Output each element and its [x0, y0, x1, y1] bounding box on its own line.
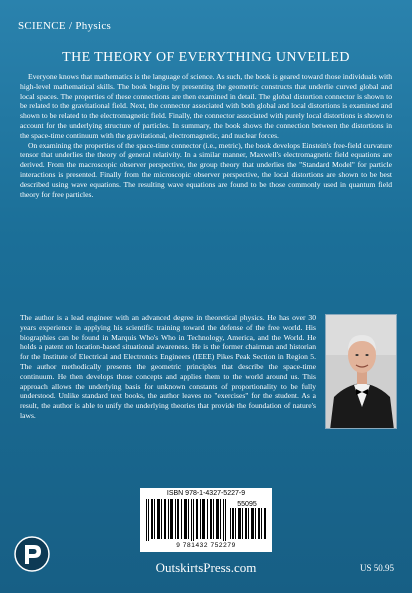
description-paragraph: On examining the properties of the space-time connector (i.e., metric), the book develops Einstein's free-field curvature tensor that underlies the theory of general relativity. In a similar manner, Maxwell's electromagnetic field equations are derived. From the macroscopic observer perspective, the group theory that underlies the "Standard Model" for particle interactions is presented. Finally from the microscopic observer perspective, the local distortions are shown to be best described using wave equations. The resulting wave equations are found to be those commonly used in quantum field theory for free particles.	[20, 140, 392, 199]
description-paragraph: Everyone knows that mathematics is the language of science. As such, the book is geared toward those individuals with high-level mathematical skills. The book begins by presenting the geometric constructs that underlie curved global and local spaces. The properties of these connections are then examined in detail. The global distortion connector is shown to be related to the gravitational field. Next, the connector associated with both global and local distortions is examined and shown to be related to the electromagnetic field. Finally, the connector associated with purely local distortions is shown to account for the underlying structure of particles. In summary, the book shows the connection between the distortions in the space-time continuum with the gravitational, electromagnetic, and nuclear forces.	[20, 72, 392, 140]
author-photo	[325, 314, 397, 429]
publisher-name: OutskirtsPress.com	[155, 560, 257, 575]
book-description	[20, 72, 392, 199]
isbn-number: ISBN 978-1-4327-5227-9	[166, 490, 246, 497]
author-bio: The author is a lead engineer with an advanced degree in theoretical physics. He has over 30 years experience in applying his scientific training toward the defense of the free world. His biographies can be found in Marquis Who's Who in Technology, America, and the World. He holds a patent on location-based situational awareness. He is the former chairman and historian for the Institute of Electrical and Electronics Engineers (IEEE) Pikes Peak Section in Region 5. The author methodically presents the geometric principles that describe the space-time continuum. He then develops those concepts and applies them to the world around us. This approach allows the underlying basis for unknown constants of proportionality to be fully understood. Unlike standard text books, the author leaves no "exercises" for the student. As a result, the author is able to unify the underlying theories that provide the foundation of nature's laws.	[20, 313, 316, 420]
category-label: SCIENCE / Physics	[18, 20, 112, 32]
author-portrait-icon	[326, 315, 397, 429]
isbn-digits: 9 781432 752279	[176, 542, 236, 549]
isbn-barcode	[140, 488, 272, 552]
retail-price: US 50.95	[359, 563, 394, 573]
price-code: 55095	[237, 501, 257, 508]
book-title: THE THEORY OF EVERYTHING UNVEILED	[62, 50, 350, 65]
